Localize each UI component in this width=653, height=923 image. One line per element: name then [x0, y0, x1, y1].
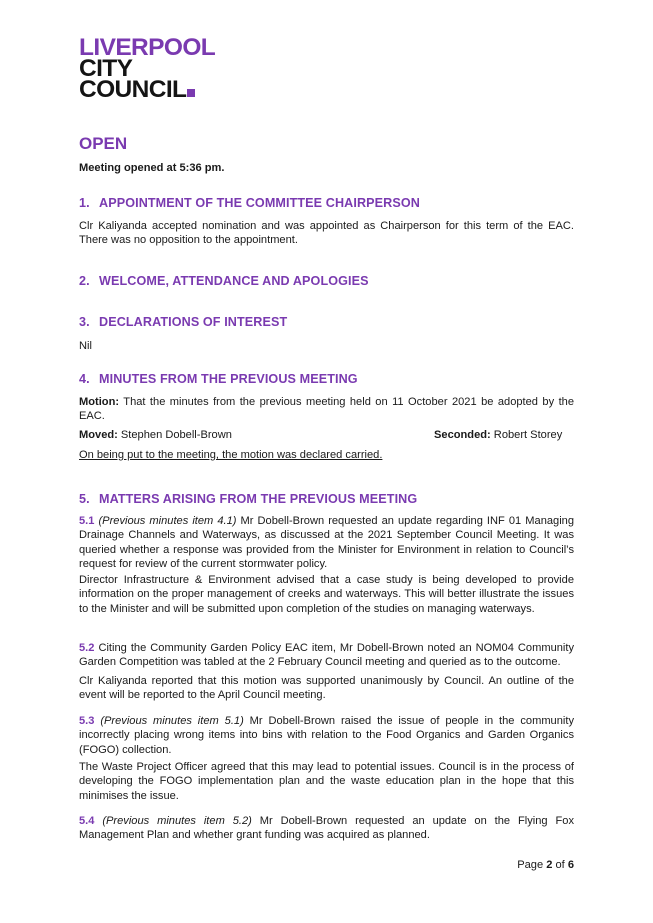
section-title: DECLARATIONS OF INTEREST	[99, 315, 288, 329]
motion-carried-text: On being put to the meeting, the motion was declared carried.	[79, 449, 383, 461]
section-heading-1	[79, 196, 420, 210]
section-title: MINUTES FROM THE PREVIOUS MEETING	[99, 372, 358, 386]
of-word: of	[552, 859, 568, 871]
item-number: 5.2	[79, 642, 95, 654]
motion-text	[79, 395, 574, 424]
item-body: Mr Dobell-Brown requested an update on the Flying Fox Management Plan and whether grant funding was acquired as planned.	[79, 815, 574, 842]
council-logo	[79, 34, 216, 103]
page-word: Page	[517, 859, 547, 871]
item-number: 5.3	[79, 715, 95, 727]
item-body: Citing the Community Garden Policy EAC item, Mr Dobell-Brown noted an NOM04 Community Garden Competition was tabled at the 2 February Council meeting and queried as to the outcome.	[79, 642, 574, 669]
section-number: 1.	[79, 196, 90, 210]
section-title: WELCOME, ATTENDANCE AND APOLOGIES	[99, 274, 369, 288]
section-number: 3.	[79, 315, 90, 329]
item-5-3	[79, 714, 574, 757]
item-5-1-reply: Director Infrastructure & Environment advised that a case study is being developed to provide information on the proper management of creeks and waterways. This will better illustrate the issues to the Minister and will be submitted upon completion of the studies on managing waterways.	[79, 574, 574, 615]
logo-line-city: CITY	[79, 55, 133, 82]
logo-dot-icon	[187, 89, 195, 97]
section-1-text: Clr Kaliyanda accepted nomination and was appointed as Chairperson for this term of the EAC. There was no opposition to the appointment.	[79, 220, 574, 247]
logo-council-text: COUNCIL	[79, 76, 187, 103]
item-5-1	[79, 514, 574, 572]
item-number: 5.4	[79, 815, 95, 827]
section-heading-3	[79, 315, 287, 329]
seconded-name: Robert Storey	[490, 429, 563, 441]
total-pages: 6	[567, 859, 574, 871]
section-number: 5.	[79, 492, 90, 506]
motion-label: Motion:	[79, 396, 120, 408]
item-5-2-reply: Clr Kaliyanda reported that this motion was supported unanimously by Council. An outline of the event will be reported to the April Council meeting.	[79, 675, 574, 702]
section-3-text: Nil	[79, 340, 92, 352]
item-body: Mr Dobell-Brown raised the issue of people in the community incorrectly placing wrong items into bins with relation to the Food Organics and Garden Organics (FOGO) collection.	[79, 715, 574, 756]
motion-body: That the minutes from the previous meeting held on 11 October 2021 be adopted by the EAC.	[79, 396, 574, 423]
section-title: MATTERS ARISING FROM THE PREVIOUS MEETING	[99, 492, 418, 506]
current-page: 2	[546, 859, 553, 871]
section-number: 4.	[79, 372, 90, 386]
section-number: 2.	[79, 274, 90, 288]
item-body: Mr Dobell-Brown requested an update regarding INF 01 Managing Drainage Channels and Waterways, as discussed at the 2021 September Council Meeting. It was queried whether a response was provided from the Minister for Environment in relation to Council’s request for review of the current stormwater policy.	[79, 515, 575, 571]
item-reference: (Previous minutes item 5.1)	[94, 715, 244, 727]
seconded-label: Seconded:	[434, 429, 491, 441]
item-number: 5.1	[79, 515, 95, 527]
item-5-3-reply: The Waste Project Officer agreed that this may lead to potential issues. Council is in the process of developing the FOGO implementation plan and the waste education plan in the hope that this minimises the issue.	[79, 761, 574, 802]
item-5-2	[79, 641, 574, 670]
section-heading-5	[79, 492, 417, 506]
item-reference: (Previous minutes item 5.2)	[94, 815, 252, 827]
open-heading: OPEN	[79, 134, 128, 153]
section-heading-2	[79, 274, 369, 288]
section-title: APPOINTMENT OF THE COMMITTEE CHAIRPERSON	[99, 196, 420, 210]
seconded-line	[434, 428, 562, 442]
logo-line-liverpool: LIVERPOOL	[79, 34, 216, 61]
section-heading-4	[79, 372, 358, 386]
moved-label: Moved:	[79, 429, 118, 441]
logo-line-council	[79, 76, 215, 103]
item-5-4	[79, 814, 574, 843]
moved-name: Stephen Dobell-Brown	[117, 429, 232, 441]
item-reference: (Previous minutes item 4.1)	[94, 515, 237, 527]
page-number	[517, 858, 574, 872]
meeting-opened-text: Meeting opened at 5:36 pm.	[79, 162, 225, 174]
